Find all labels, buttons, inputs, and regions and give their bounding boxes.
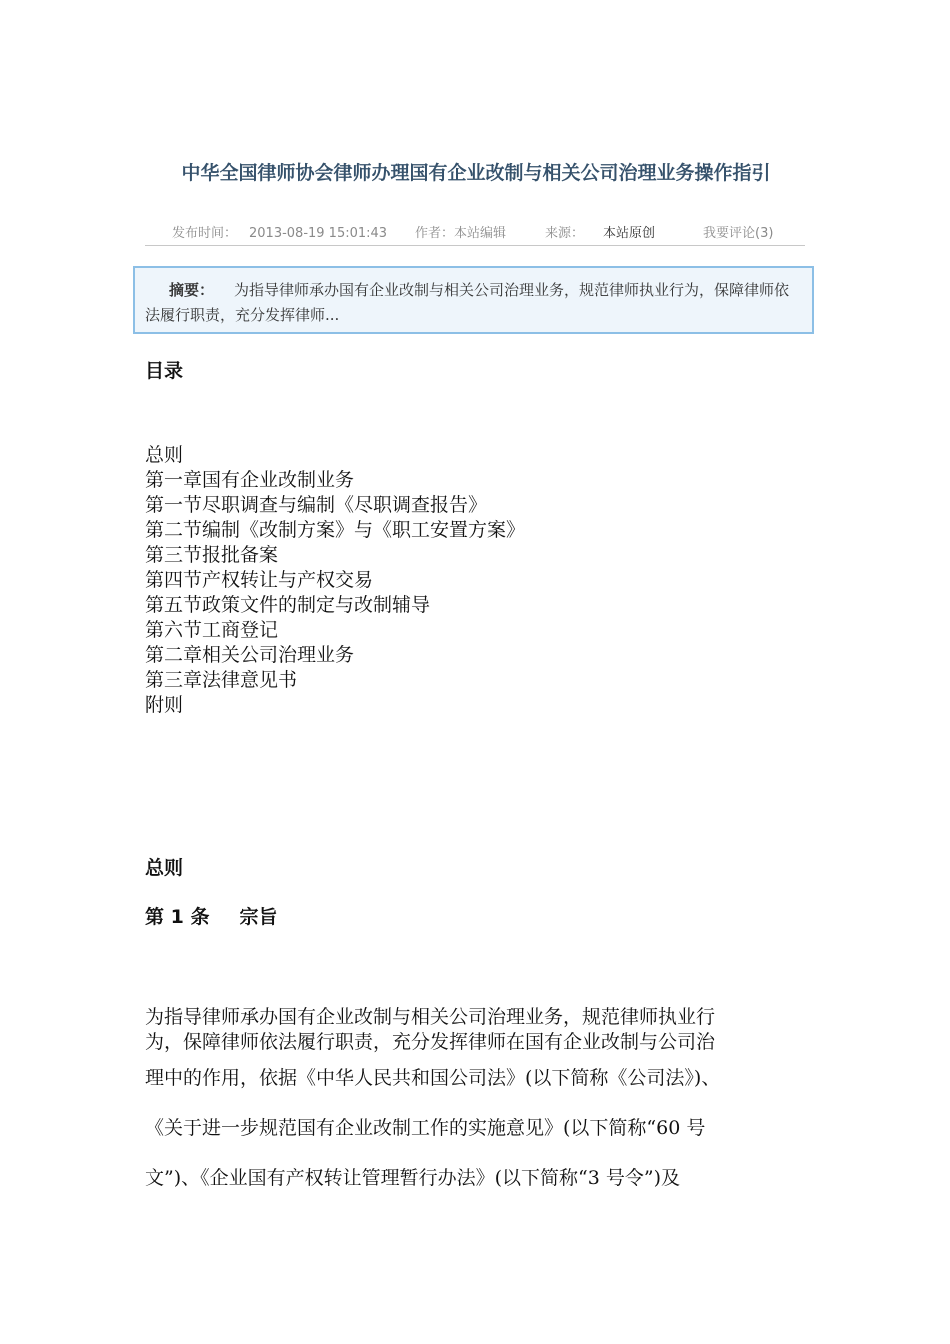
table-of-contents [145, 443, 525, 718]
body-line: 为，保障律师依法履行职责，充分发挥律师在国有企业改制与公司治 [145, 1031, 716, 1053]
source-value: 本站原创 [603, 226, 656, 241]
body-line: 为指导律师承办国有企业改制与相关公司治理业务，规范律师执业行 [145, 1006, 716, 1028]
abstract-label: 摘要： [169, 281, 215, 299]
toc-item: 第三节报批备案 [145, 544, 279, 566]
toc-item: 第三章法律意见书 [145, 669, 298, 691]
toc-item: 总则 [145, 444, 184, 466]
author-label: 作者：本站编辑 [415, 226, 507, 241]
toc-item: 第一章国有企业改制业务 [145, 469, 355, 491]
article-topic: 宗旨 [239, 906, 278, 928]
abstract-text: 为指导律师承办国有企业改制与相关公司治理业务，规范律师执业行为，保障律师依法履行职责，充分发挥律师... [145, 281, 790, 324]
publish-time-label: 发布时间： [172, 226, 238, 241]
toc-item: 第四节产权转让与产权交易 [145, 569, 374, 591]
article-title: 中华全国律师协会律师办理国有企业改制与相关公司治理业务操作指引 [181, 162, 771, 184]
publish-time: 2013-08-19 15:01:43 [249, 226, 388, 241]
toc-item: 附则 [145, 694, 184, 716]
abstract-box [133, 266, 814, 334]
comments-link[interactable]: 我要评论(3) [703, 226, 774, 241]
body-line: 理中的作用，依据《中华人民共和国公司法》(以下简称《公司法》)、 [145, 1067, 721, 1089]
toc-item: 第六节工商登记 [145, 619, 279, 641]
article-number: 第 1 条 [145, 906, 210, 928]
article-heading [145, 902, 277, 929]
article-meta [145, 224, 805, 246]
source-label: 来源： [545, 226, 585, 241]
body-line: 《关于进一步规范国有企业改制工作的实施意见》(以下简称“60 号 [145, 1117, 706, 1139]
toc-item: 第一节尽职调查与编制《尽职调查报告》 [145, 494, 488, 516]
toc-item: 第二章相关公司治理业务 [145, 644, 355, 666]
body-line: 文”)、《企业国有产权转让管理暂行办法》(以下简称“3 号令”)及 [145, 1167, 681, 1189]
section-heading: 总则 [145, 857, 184, 879]
toc-heading: 目录 [145, 360, 184, 382]
toc-item: 第二节编制《改制方案》与《职工安置方案》 [145, 519, 526, 541]
toc-item: 第五节政策文件的制定与改制辅导 [145, 594, 431, 616]
